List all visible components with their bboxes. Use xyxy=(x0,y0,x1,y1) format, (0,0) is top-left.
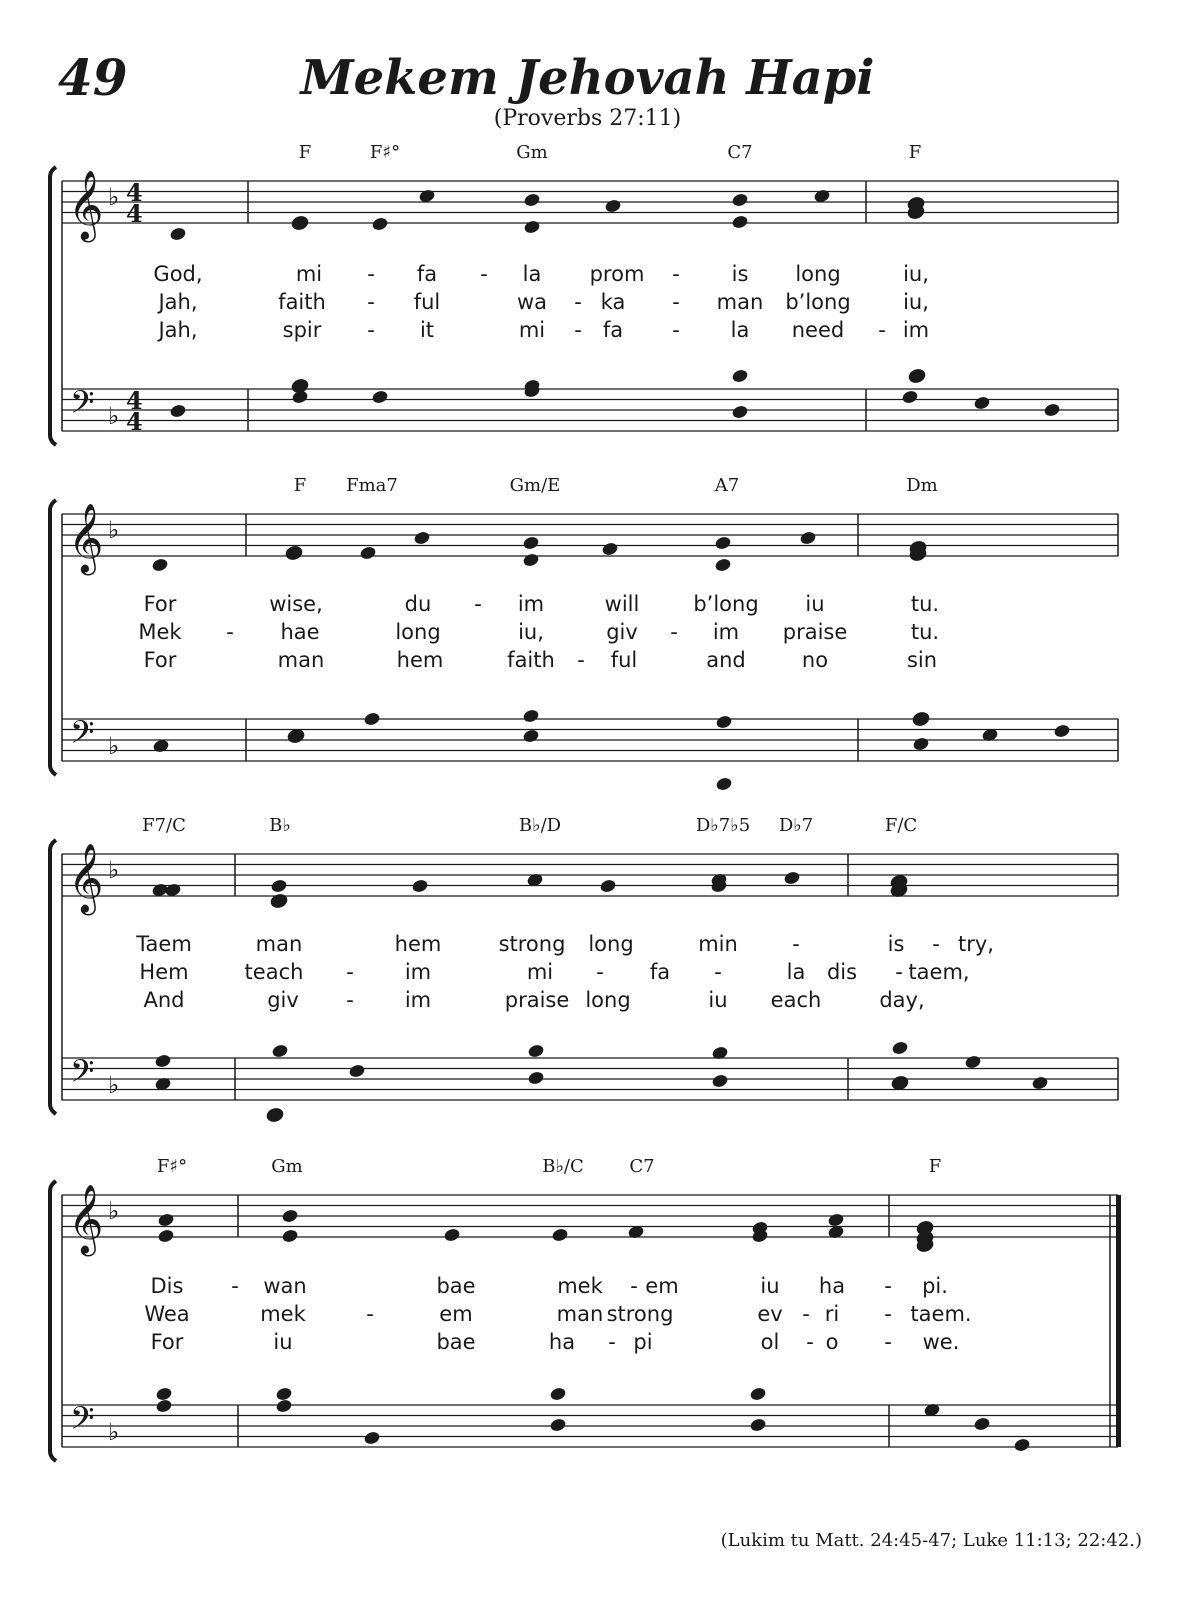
system-2-chord-5: Dm xyxy=(906,475,938,496)
system-1-verse-3-syllable: la xyxy=(730,318,750,342)
system-2-bass-note-11 xyxy=(1053,723,1071,739)
key-signature-flat-icon: ♭ xyxy=(108,1197,120,1225)
system-2-verse-3-syllable: no xyxy=(801,648,829,672)
system-4-treble-note-2 xyxy=(157,1212,175,1228)
system-2-verse-1-syllable: wise, xyxy=(269,592,323,616)
system-3-verse-2-hyphen: - xyxy=(596,960,604,984)
system-1-verse-1-syllable: is xyxy=(731,262,749,286)
system-3-verse-1-syllable: Taem xyxy=(136,932,192,956)
system-3-verse-1-syllable: long xyxy=(588,932,634,956)
system-3-verse-2-syllable: la xyxy=(786,960,806,984)
system-1-bass-note-7 xyxy=(731,368,749,384)
system-2-treble-note-5 xyxy=(522,535,540,551)
system-4-verse-2-syllable: man xyxy=(556,1302,604,1326)
system-2-verse-3-syllable: ful xyxy=(610,648,638,672)
system-3-verse-2-hyphen: - xyxy=(714,960,722,984)
system-2-treble-note-1 xyxy=(151,557,169,573)
system-1-verse-1-hyphen: - xyxy=(672,262,680,286)
system-4-verse-1-syllable: Dis xyxy=(150,1274,184,1298)
system-2-verse-1-syllable: iu xyxy=(805,592,825,616)
system-3-verse-3-syllable: each xyxy=(770,988,822,1012)
system-1-treble-note-10 xyxy=(731,214,749,230)
system-1-verse-2-hyphen: - xyxy=(574,290,582,314)
system-3-verse-1-hyphen: - xyxy=(792,932,800,956)
scripture-reference: (Proverbs 27:11) xyxy=(493,106,682,131)
system-1-verse-3-hyphen: - xyxy=(367,318,375,342)
system-4-bass-note-7 xyxy=(549,1417,567,1433)
system-3-chord-5: D♭7 xyxy=(778,815,814,836)
system-1-verse-1-hyphen: - xyxy=(367,262,375,286)
system-4-bass-note-5 xyxy=(363,1430,381,1446)
system-4-bass-note-12 xyxy=(1013,1437,1031,1453)
system-2-treble-note-10 xyxy=(714,557,732,573)
system-1-verse-2-syllable: man xyxy=(716,290,764,314)
system-1-verse-2-syllable: iu, xyxy=(903,290,929,314)
system-2-treble-note-9 xyxy=(799,530,817,546)
system-4-verse-2-syllable: ev xyxy=(757,1302,783,1326)
system-4-verse-3-hyphen: - xyxy=(806,1330,814,1354)
treble-clef-icon: 𝄞 xyxy=(68,503,104,573)
system-3-bass-note-1 xyxy=(154,1053,172,1069)
system-1-verse-3-hyphen: - xyxy=(574,318,582,342)
system-4-bass-note-8 xyxy=(749,1386,767,1402)
system-4-verse-3-hyphen: - xyxy=(608,1330,616,1354)
system-3-verse-2-syllable: teach xyxy=(244,960,304,984)
system-4-chord-3: B♭/C xyxy=(542,1156,584,1177)
system-1-treble-note-8 xyxy=(731,192,749,208)
system-4-treble-note-6 xyxy=(551,1227,569,1243)
system-2-verse-2-syllable: giv xyxy=(606,620,638,644)
final-double-barline xyxy=(1116,1195,1121,1447)
system-3-verse-2-syllable: dis xyxy=(826,960,858,984)
system-1-chord-4: C7 xyxy=(727,142,753,163)
system-2-treble-note-8 xyxy=(714,535,732,551)
system-2-chord-1: F xyxy=(293,475,307,496)
system-1-bass-note-11 xyxy=(973,395,991,411)
system-2-verse-1-syllable: tu. xyxy=(910,592,940,616)
system-3-bass-note-5 xyxy=(348,1063,366,1079)
system-1-bass-note-9 xyxy=(908,368,926,384)
system-4-bass-note-4 xyxy=(275,1398,293,1414)
system-1-treble-note-2 xyxy=(291,215,309,231)
system-2-chord-3: Gm/E xyxy=(509,475,561,496)
system-4-treble-note-4 xyxy=(281,1228,299,1244)
system-3-verse-1-syllable: man xyxy=(255,932,303,956)
system-1-treble-note-7 xyxy=(523,219,541,235)
system-1-verse-2-syllable: b’long xyxy=(785,290,851,314)
system-1-verse-3-syllable: Jah, xyxy=(158,318,198,342)
system-4-verse-2-syllable: mek xyxy=(260,1302,306,1326)
system-2-verse-3-syllable: and xyxy=(706,648,746,672)
system-3-chord-3: B♭/D xyxy=(518,815,562,836)
system-4-chord-1: F♯° xyxy=(156,1156,188,1177)
key-signature-flat-icon: ♭ xyxy=(108,183,120,211)
system-1-verse-1-syllable: fa xyxy=(416,262,438,286)
system-2-verse-3-syllable: sin xyxy=(906,648,938,672)
system-3-verse-2-syllable: taem, xyxy=(908,960,970,984)
system-3-verse-3-syllable: iu xyxy=(708,988,728,1012)
system-1-bass-note-8 xyxy=(731,404,749,420)
system-2-verse-2-syllable: tu. xyxy=(910,620,940,644)
system-4-verse-3-syllable: pi xyxy=(633,1330,653,1354)
system-4-verse-3-syllable: bae xyxy=(436,1330,476,1354)
system-1-verse-3-syllable: spir xyxy=(282,318,322,342)
system-1-verse-3-hyphen: - xyxy=(672,318,680,342)
system-1-bass-note-4 xyxy=(371,389,389,405)
system-3-verse-1-syllable: is xyxy=(887,932,905,956)
system-1-verse-2-syllable: Jah, xyxy=(158,290,198,314)
bass-clef-icon: 𝄢 xyxy=(70,1053,95,1097)
system-2-verse-2-syllable: iu, xyxy=(518,620,544,644)
system-1-verse-3-syllable: fa xyxy=(602,318,624,342)
system-4-treble-note-3 xyxy=(281,1208,299,1224)
system-1-chord-2: F♯° xyxy=(369,142,401,163)
treble-clef-icon: 𝄞 xyxy=(68,170,104,240)
system-2-bracket xyxy=(50,500,56,775)
system-2-chord-2: Fma7 xyxy=(346,475,398,496)
footer-reference: (Lukim tu Matt. 24:45-47; Luke 11:13; 22:42.) xyxy=(720,1530,1142,1551)
system-3-verse-1-syllable: try, xyxy=(958,932,994,956)
time-signature-bottom: 4 xyxy=(126,199,143,228)
time-signature-top: 4 xyxy=(126,178,143,207)
system-2-verse-3-syllable: man xyxy=(277,648,325,672)
system-3-bass-note-7 xyxy=(527,1070,545,1086)
treble-clef-icon: 𝄞 xyxy=(68,1184,104,1254)
system-4-verse-3-syllable: ha xyxy=(548,1330,576,1354)
system-3-treble-note-3 xyxy=(270,878,288,894)
system-4-bracket xyxy=(50,1181,56,1461)
system-2-verse-3-syllable: For xyxy=(143,648,177,672)
system-2-bass-note-3 xyxy=(363,711,381,727)
system-2-verse-2-syllable: long xyxy=(395,620,441,644)
system-4-verse-1-syllable: iu xyxy=(760,1274,780,1298)
system-3-verse-3-syllable: im xyxy=(404,988,432,1012)
system-1-verse-3-syllable: im xyxy=(902,318,930,342)
system-4-verse-2-syllable: em xyxy=(439,1302,473,1326)
system-2-verse-1-hyphen: - xyxy=(474,592,482,616)
system-2-treble-note-4 xyxy=(413,530,431,546)
system-1-verse-1-syllable: prom xyxy=(589,262,645,286)
bass-clef-icon: 𝄢 xyxy=(70,384,95,428)
system-3-verse-3-syllable: praise xyxy=(504,988,570,1012)
system-4-treble-note-9 xyxy=(827,1212,845,1228)
system-3-verse-2-syllable: im xyxy=(404,960,432,984)
system-2-verse-2-syllable: praise xyxy=(782,620,848,644)
system-4-verse-3-hyphen: - xyxy=(884,1330,892,1354)
time-signature-bottom: 4 xyxy=(126,407,143,436)
time-signature-top: 4 xyxy=(126,386,143,415)
key-signature-flat-icon: ♭ xyxy=(108,732,120,760)
system-4-bass-note-1 xyxy=(155,1386,173,1402)
system-1-verse-2-hyphen: - xyxy=(672,290,680,314)
system-2-verse-1-syllable: du xyxy=(404,592,432,616)
system-1-bass-note-12 xyxy=(1043,402,1061,418)
system-3-verse-3-syllable: long xyxy=(585,988,631,1012)
system-3-verse-2-syllable: Hem xyxy=(139,960,189,984)
system-1-verse-2-syllable: wa xyxy=(516,290,548,314)
system-3-verse-3-hyphen: - xyxy=(346,988,354,1012)
system-1-bracket xyxy=(50,167,56,445)
system-4-treble-note-5 xyxy=(443,1227,461,1243)
system-4-verse-3-syllable: iu xyxy=(273,1330,293,1354)
system-3-treble-note-7 xyxy=(599,878,617,894)
system-1-verse-1-syllable: iu, xyxy=(903,262,929,286)
system-3-bass-note-4 xyxy=(266,1107,284,1123)
system-4-verse-2-syllable: ri xyxy=(824,1302,840,1326)
system-4-verse-2-syllable: strong xyxy=(606,1302,674,1326)
system-3-verse-3-syllable: giv xyxy=(267,988,299,1012)
system-1-verse-3-syllable: need xyxy=(791,318,845,342)
system-4-verse-2-hyphen: - xyxy=(802,1302,810,1326)
system-2-bass-note-2 xyxy=(287,728,305,744)
system-3-bracket xyxy=(50,840,56,1114)
system-2-verse-1-syllable: im xyxy=(517,592,545,616)
system-3-chord-2: B♭ xyxy=(269,815,291,836)
system-1-verse-1-syllable: God, xyxy=(153,262,203,286)
system-1-chord-3: Gm xyxy=(516,142,548,163)
system-1-verse-1-hyphen: - xyxy=(480,262,488,286)
bass-clef-icon: 𝄢 xyxy=(70,1400,95,1444)
system-4-verse-1-syllable: bae xyxy=(436,1274,476,1298)
system-4-bass-note-3 xyxy=(275,1386,293,1402)
system-1-treble-note-6 xyxy=(604,198,622,214)
system-4-verse-2-syllable: Wea xyxy=(144,1302,190,1326)
system-2-bass-note-6 xyxy=(715,714,733,730)
system-2-verse-1-syllable: will xyxy=(604,592,640,616)
system-1-treble-note-1 xyxy=(169,226,187,242)
system-2-verse-1-syllable: For xyxy=(143,592,177,616)
system-4-chord-4: C7 xyxy=(629,1156,655,1177)
system-2-verse-3-syllable: faith xyxy=(507,648,555,672)
system-3-bass-note-11 xyxy=(891,1075,909,1091)
system-4-verse-3-syllable: ol xyxy=(760,1330,780,1354)
system-1-verse-2-syllable: ka xyxy=(600,290,626,314)
system-1-verse-3-hyphen: - xyxy=(878,318,886,342)
system-2-verse-2-hyphen: - xyxy=(670,620,678,644)
system-4-verse-3-syllable: o xyxy=(825,1330,839,1354)
key-signature-flat-icon: ♭ xyxy=(108,402,120,430)
system-4-verse-3-syllable: For xyxy=(150,1330,184,1354)
system-4-verse-1-hyphen: - xyxy=(630,1274,638,1298)
key-signature-flat-icon: ♭ xyxy=(108,516,120,544)
system-2-chord-4: A7 xyxy=(714,475,740,496)
system-3-chord-1: F7/C xyxy=(142,815,186,836)
system-2-bass-note-4 xyxy=(522,708,540,724)
system-4-verse-1-syllable: ha xyxy=(818,1274,846,1298)
system-4-verse-2-hyphen: - xyxy=(366,1302,374,1326)
key-signature-flat-icon: ♭ xyxy=(108,1071,120,1099)
system-2-verse-3-hyphen: - xyxy=(577,648,585,672)
system-3-verse-3-syllable: day, xyxy=(879,988,925,1012)
treble-clef-icon: 𝄞 xyxy=(68,843,104,913)
system-1-bass-note-10 xyxy=(901,389,919,405)
system-2-bass-note-9 xyxy=(912,736,930,752)
system-3-verse-2-hyphen: - xyxy=(895,960,903,984)
system-2-verse-1-syllable: b’long xyxy=(693,592,759,616)
system-2-verse-2-hyphen: - xyxy=(226,620,234,644)
hymn-number: 49 xyxy=(58,48,128,107)
system-1-verse-3-syllable: mi xyxy=(518,318,546,342)
system-1-treble-note-3 xyxy=(371,216,389,232)
system-3-treble-note-9 xyxy=(783,870,801,886)
system-4-treble-note-1 xyxy=(157,1228,175,1244)
system-3-chord-4: D♭7♭5 xyxy=(695,815,751,836)
system-4-verse-1-syllable: em xyxy=(645,1274,679,1298)
system-1-chord-1: F xyxy=(298,142,312,163)
system-1-chord-5: F xyxy=(908,142,922,163)
system-2-treble-note-2 xyxy=(285,545,303,561)
key-signature-flat-icon: ♭ xyxy=(108,856,120,884)
system-3-chord-6: F/C xyxy=(884,815,918,836)
system-1-verse-2-hyphen: - xyxy=(367,290,375,314)
system-3-verse-2-syllable: mi xyxy=(526,960,554,984)
system-4-chord-5: F xyxy=(928,1156,942,1177)
system-4-verse-3-syllable: we. xyxy=(922,1330,960,1354)
system-1-verse-2-syllable: ful xyxy=(413,290,441,314)
system-3-verse-1-hyphen: - xyxy=(932,932,940,956)
system-3-verse-2-hyphen: - xyxy=(346,960,354,984)
system-4-verse-1-syllable: wan xyxy=(263,1274,307,1298)
system-2-treble-note-6 xyxy=(601,541,619,557)
system-2-treble-note-3 xyxy=(359,545,377,561)
system-1-verse-1-syllable: la xyxy=(522,262,542,286)
system-2-verse-2-syllable: hae xyxy=(280,620,320,644)
system-4-verse-2-syllable: taem. xyxy=(910,1302,972,1326)
system-3-bass-note-6 xyxy=(527,1043,545,1059)
system-1-verse-1-syllable: mi xyxy=(295,262,323,286)
system-3-bass-note-3 xyxy=(271,1043,289,1059)
system-3-verse-3-syllable: And xyxy=(143,988,185,1012)
system-1-verse-2-syllable: faith xyxy=(278,290,326,314)
system-2-bass-note-5 xyxy=(522,728,540,744)
system-1-treble-note-5 xyxy=(523,192,541,208)
system-4-bass-note-11 xyxy=(973,1416,991,1432)
system-3-verse-1-syllable: hem xyxy=(394,932,442,956)
system-3-bass-note-13 xyxy=(1031,1075,1049,1091)
system-2-bass-note-7 xyxy=(715,776,733,792)
system-4-verse-1-syllable: pi. xyxy=(922,1274,948,1298)
key-signature-flat-icon: ♭ xyxy=(108,1418,120,1446)
system-4-verse-2-hyphen: - xyxy=(884,1302,892,1326)
system-2-verse-2-syllable: Mek xyxy=(138,620,182,644)
system-4-bass-note-6 xyxy=(549,1386,567,1402)
system-3-verse-2-syllable: fa xyxy=(649,960,671,984)
system-3-verse-1-syllable: strong xyxy=(498,932,566,956)
system-4-verse-1-syllable: mek xyxy=(557,1274,603,1298)
hymn-title: Mekem Jehovah Hapi xyxy=(300,50,875,106)
system-3-bass-note-12 xyxy=(964,1054,982,1070)
system-2-verse-2-syllable: im xyxy=(712,620,740,644)
system-2-treble-note-7 xyxy=(522,552,540,568)
system-3-bass-note-9 xyxy=(711,1073,729,1089)
system-1-verse-1-syllable: long xyxy=(795,262,841,286)
system-4-chord-2: Gm xyxy=(271,1156,303,1177)
system-1-verse-3-syllable: it xyxy=(419,318,435,342)
system-3-verse-1-syllable: min xyxy=(698,932,738,956)
system-3-treble-note-5 xyxy=(411,878,429,894)
system-2-bass-note-8 xyxy=(912,711,930,727)
bass-clef-icon: 𝄢 xyxy=(70,714,95,758)
system-4-bass-note-2 xyxy=(155,1398,173,1414)
system-4-verse-1-hyphen: - xyxy=(884,1274,892,1298)
system-2-verse-3-syllable: hem xyxy=(396,648,444,672)
system-1-bass-note-1 xyxy=(169,403,187,419)
system-4-verse-1-hyphen: - xyxy=(231,1274,239,1298)
system-3-bass-note-10 xyxy=(891,1040,909,1056)
system-1-bass-note-3 xyxy=(291,389,309,405)
system-4-bass-note-9 xyxy=(749,1417,767,1433)
